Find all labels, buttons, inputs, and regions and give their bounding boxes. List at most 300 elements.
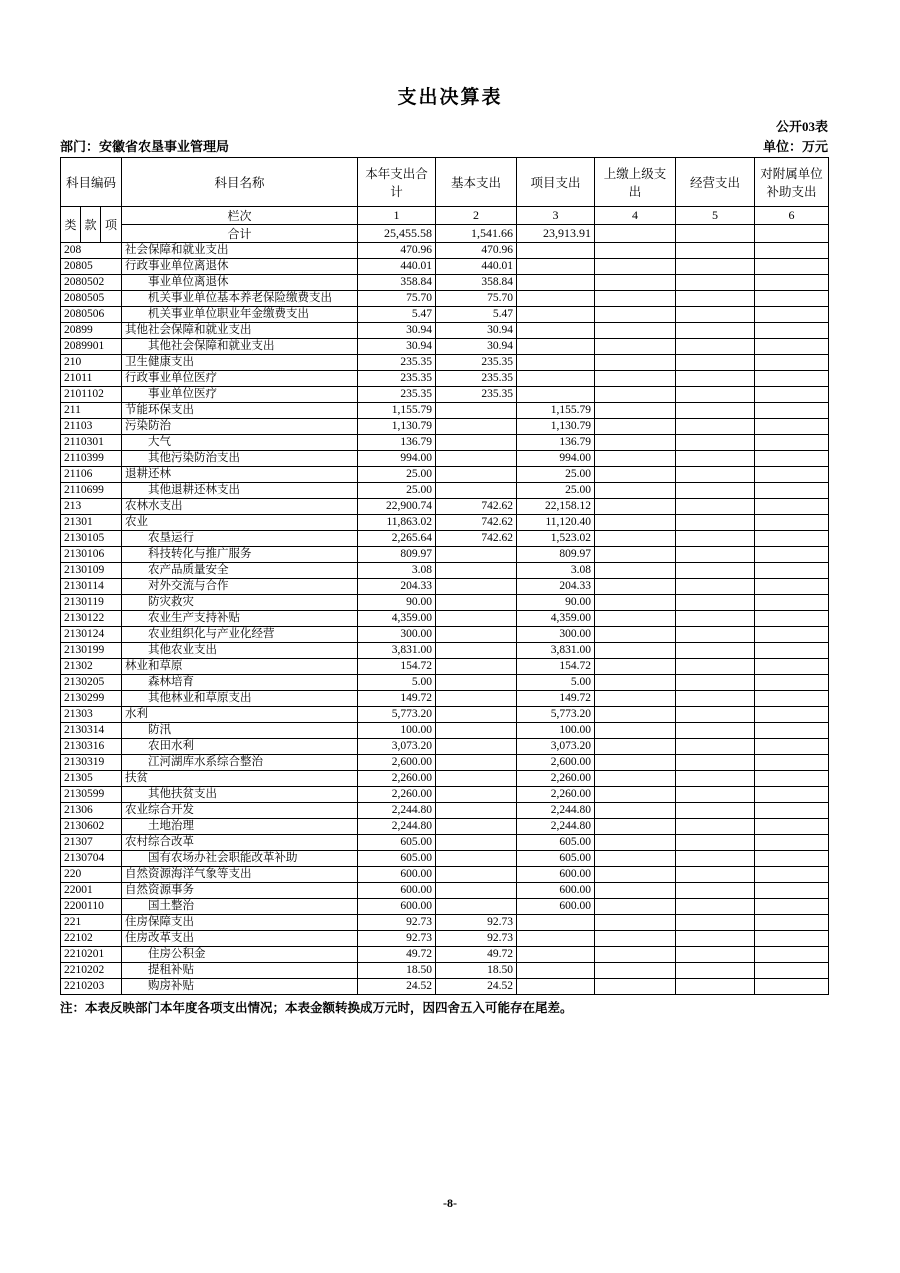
amount-cell	[676, 275, 755, 291]
amount-cell	[676, 691, 755, 707]
subject-name: 对外交流与合作	[122, 579, 358, 595]
lanci-label: 栏次	[122, 207, 358, 225]
amount-cell	[436, 803, 517, 819]
amount-cell: 600.00	[517, 883, 595, 899]
amount-cell: 5.47	[436, 307, 517, 323]
amount-cell	[755, 275, 829, 291]
subject-code: 2130205	[61, 675, 122, 691]
amount-cell	[436, 787, 517, 803]
amount-cell	[676, 931, 755, 947]
amount-cell: 25.00	[358, 467, 436, 483]
subject-name: 住房改革支出	[122, 931, 358, 947]
amount-cell	[436, 867, 517, 883]
table-row	[61, 275, 829, 291]
amount-cell	[755, 291, 829, 307]
amount-cell: 1,523.02	[517, 531, 595, 547]
amount-cell	[755, 883, 829, 899]
amount-cell: 3,073.20	[358, 739, 436, 755]
table-row	[61, 435, 829, 451]
amount-cell	[755, 835, 829, 851]
amount-cell: 11,120.40	[517, 515, 595, 531]
subject-code: 20805	[61, 259, 122, 275]
amount-cell	[436, 483, 517, 499]
header-col-operating: 经营支出	[676, 158, 755, 207]
amount-cell	[676, 355, 755, 371]
amount-cell	[436, 691, 517, 707]
amount-cell: 3,073.20	[517, 739, 595, 755]
amount-cell: 994.00	[517, 451, 595, 467]
amount-cell: 92.73	[436, 915, 517, 931]
amount-cell: 75.70	[436, 291, 517, 307]
amount-cell: 154.72	[517, 659, 595, 675]
amount-cell	[517, 963, 595, 979]
amount-cell: 11,863.02	[358, 515, 436, 531]
subject-code: 21106	[61, 467, 122, 483]
subject-name: 农业生产支持补贴	[122, 611, 358, 627]
subject-code: 213	[61, 499, 122, 515]
subject-code: 21307	[61, 835, 122, 851]
amount-cell	[676, 595, 755, 611]
amount-cell: 358.84	[436, 275, 517, 291]
header-subject-name: 科目名称	[122, 158, 358, 207]
header-subject-code: 科目编码	[61, 158, 122, 207]
amount-cell: 2,244.80	[517, 819, 595, 835]
amount-cell	[436, 627, 517, 643]
amount-cell	[436, 611, 517, 627]
amount-cell	[755, 403, 829, 419]
amount-cell	[676, 579, 755, 595]
subject-code: 21103	[61, 419, 122, 435]
subject-code: 2080506	[61, 307, 122, 323]
amount-cell	[755, 515, 829, 531]
subject-code: 2080502	[61, 275, 122, 291]
subject-code: 2130599	[61, 787, 122, 803]
subject-name: 事业单位离退休	[122, 275, 358, 291]
amount-cell: 92.73	[436, 931, 517, 947]
header-col-basic: 基本支出	[436, 158, 517, 207]
table-row	[61, 371, 829, 387]
amount-cell: 25.00	[358, 483, 436, 499]
amount-cell	[595, 595, 676, 611]
amount-cell	[676, 979, 755, 995]
amount-cell	[595, 547, 676, 563]
amount-cell	[755, 531, 829, 547]
amount-cell: 30.94	[436, 339, 517, 355]
amount-cell	[595, 835, 676, 851]
subject-name: 机关事业单位基本养老保险缴费支出	[122, 291, 358, 307]
amount-cell	[436, 883, 517, 899]
amount-cell	[595, 851, 676, 867]
amount-cell: 358.84	[358, 275, 436, 291]
amount-cell	[755, 851, 829, 867]
subject-name: 自然资源海洋气象等支出	[122, 867, 358, 883]
header-col-project: 项目支出	[517, 158, 595, 207]
amount-cell	[595, 515, 676, 531]
subject-code: 2130114	[61, 579, 122, 595]
amount-cell	[755, 323, 829, 339]
amount-cell: 600.00	[358, 899, 436, 915]
amount-cell	[595, 979, 676, 995]
amount-cell: 600.00	[517, 867, 595, 883]
amount-cell	[595, 803, 676, 819]
amount-cell	[595, 275, 676, 291]
subject-name: 行政事业单位离退休	[122, 259, 358, 275]
table-row	[61, 771, 829, 787]
amount-cell: 5.47	[358, 307, 436, 323]
amount-cell: 4,359.00	[517, 611, 595, 627]
grand-total-3: 23,913.91	[517, 225, 595, 243]
amount-cell	[595, 659, 676, 675]
amount-cell	[755, 355, 829, 371]
amount-cell	[436, 467, 517, 483]
amount-cell	[595, 387, 676, 403]
subject-code: 21301	[61, 515, 122, 531]
amount-cell	[676, 947, 755, 963]
amount-cell	[595, 339, 676, 355]
amount-cell: 18.50	[436, 963, 517, 979]
table-row	[61, 819, 829, 835]
lanci-4: 4	[595, 207, 676, 225]
subject-name: 其他扶贫支出	[122, 787, 358, 803]
amount-cell: 2,265.64	[358, 531, 436, 547]
amount-cell	[755, 707, 829, 723]
amount-cell: 92.73	[358, 915, 436, 931]
amount-cell	[436, 579, 517, 595]
amount-cell	[755, 979, 829, 995]
table-row	[61, 707, 829, 723]
department-label: 部门：安徽省农垦事业管理局	[60, 139, 230, 154]
amount-cell	[436, 819, 517, 835]
amount-cell	[676, 867, 755, 883]
subject-name: 退耕还林	[122, 467, 358, 483]
amount-cell	[755, 451, 829, 467]
subject-code: 2130602	[61, 819, 122, 835]
amount-cell: 470.96	[436, 243, 517, 259]
amount-cell	[517, 275, 595, 291]
table-row	[61, 323, 829, 339]
amount-cell	[595, 931, 676, 947]
header-col-subsidy: 对附属单位补助支出	[755, 158, 829, 207]
amount-cell	[517, 931, 595, 947]
lanci-1: 1	[358, 207, 436, 225]
amount-cell	[755, 307, 829, 323]
amount-cell: 90.00	[358, 595, 436, 611]
amount-cell	[676, 483, 755, 499]
amount-cell: 136.79	[517, 435, 595, 451]
grand-total-5	[676, 225, 755, 243]
grand-total-6	[755, 225, 829, 243]
amount-cell: 2,244.80	[358, 803, 436, 819]
amount-cell	[755, 899, 829, 915]
amount-cell	[595, 579, 676, 595]
subject-name: 大气	[122, 435, 358, 451]
amount-cell	[676, 531, 755, 547]
table-row	[61, 931, 829, 947]
unit-label: 单位：万元	[762, 139, 828, 154]
subject-code: 2130106	[61, 547, 122, 563]
page-number: -8-	[443, 1196, 457, 1210]
amount-cell	[595, 643, 676, 659]
amount-cell	[755, 627, 829, 643]
amount-cell: 149.72	[358, 691, 436, 707]
lanci-6: 6	[755, 207, 829, 225]
amount-cell: 300.00	[358, 627, 436, 643]
amount-cell	[595, 691, 676, 707]
amount-cell	[595, 403, 676, 419]
amount-cell	[676, 435, 755, 451]
amount-cell	[755, 467, 829, 483]
amount-cell	[676, 467, 755, 483]
amount-cell	[436, 851, 517, 867]
subject-code: 2130314	[61, 723, 122, 739]
amount-cell	[676, 371, 755, 387]
amount-cell	[595, 963, 676, 979]
amount-cell	[755, 339, 829, 355]
subject-code: 2130199	[61, 643, 122, 659]
amount-cell: 5,773.20	[358, 707, 436, 723]
amount-cell: 994.00	[358, 451, 436, 467]
amount-cell	[436, 403, 517, 419]
amount-cell	[755, 659, 829, 675]
table-row	[61, 563, 829, 579]
amount-cell: 2,260.00	[517, 771, 595, 787]
amount-cell: 605.00	[517, 835, 595, 851]
table-row	[61, 595, 829, 611]
subject-name: 国有农场办社会职能改革补助	[122, 851, 358, 867]
lanci-3: 3	[517, 207, 595, 225]
amount-cell	[676, 787, 755, 803]
amount-cell	[595, 419, 676, 435]
subject-code: 221	[61, 915, 122, 931]
subject-name: 扶贫	[122, 771, 358, 787]
subject-code: 2080505	[61, 291, 122, 307]
amount-cell	[676, 915, 755, 931]
amount-cell	[595, 563, 676, 579]
amount-cell	[755, 739, 829, 755]
subject-code: 21302	[61, 659, 122, 675]
amount-cell	[676, 659, 755, 675]
amount-cell	[436, 899, 517, 915]
amount-cell: 92.73	[358, 931, 436, 947]
amount-cell: 235.35	[436, 387, 517, 403]
subject-code: 208	[61, 243, 122, 259]
amount-cell: 3,831.00	[358, 643, 436, 659]
amount-cell: 149.72	[517, 691, 595, 707]
subject-name: 卫生健康支出	[122, 355, 358, 371]
subject-code: 2130109	[61, 563, 122, 579]
amount-cell	[595, 291, 676, 307]
amount-cell: 100.00	[358, 723, 436, 739]
subject-name: 其他农业支出	[122, 643, 358, 659]
amount-cell	[755, 259, 829, 275]
table-row	[61, 787, 829, 803]
amount-cell	[755, 755, 829, 771]
amount-cell: 1,130.79	[358, 419, 436, 435]
amount-cell	[517, 387, 595, 403]
amount-cell: 90.00	[517, 595, 595, 611]
expenditure-table	[60, 157, 829, 995]
amount-cell: 100.00	[517, 723, 595, 739]
subject-name: 农垦运行	[122, 531, 358, 547]
subject-code: 2130119	[61, 595, 122, 611]
amount-cell	[517, 355, 595, 371]
amount-cell: 49.72	[358, 947, 436, 963]
table-body	[61, 243, 829, 995]
subject-code: 2200110	[61, 899, 122, 915]
table-row	[61, 579, 829, 595]
amount-cell	[595, 451, 676, 467]
table-row	[61, 723, 829, 739]
table-row	[61, 515, 829, 531]
amount-cell: 22,158.12	[517, 499, 595, 515]
amount-cell	[436, 835, 517, 851]
amount-cell	[755, 611, 829, 627]
amount-cell	[436, 435, 517, 451]
subject-code: 2089901	[61, 339, 122, 355]
table-row	[61, 259, 829, 275]
subject-code: 2110399	[61, 451, 122, 467]
amount-cell: 30.94	[358, 323, 436, 339]
amount-cell	[755, 947, 829, 963]
table-row	[61, 659, 829, 675]
subject-name: 农村综合改革	[122, 835, 358, 851]
amount-cell	[676, 323, 755, 339]
amount-cell: 235.35	[358, 387, 436, 403]
subject-code: 2110301	[61, 435, 122, 451]
table-row	[61, 803, 829, 819]
table-row	[61, 691, 829, 707]
subject-code: 21303	[61, 707, 122, 723]
amount-cell	[676, 499, 755, 515]
amount-cell	[436, 659, 517, 675]
amount-cell	[676, 547, 755, 563]
amount-cell	[676, 739, 755, 755]
amount-cell	[595, 947, 676, 963]
amount-cell	[436, 723, 517, 739]
amount-cell	[676, 243, 755, 259]
amount-cell: 2,244.80	[517, 803, 595, 819]
amount-cell	[755, 867, 829, 883]
page-title: 支出决算表	[397, 87, 503, 108]
amount-cell	[676, 899, 755, 915]
amount-cell: 2,260.00	[517, 787, 595, 803]
table-row	[61, 899, 829, 915]
subject-code: 22001	[61, 883, 122, 899]
subject-code: 210	[61, 355, 122, 371]
amount-cell	[595, 723, 676, 739]
amount-cell	[595, 675, 676, 691]
amount-cell	[676, 771, 755, 787]
amount-cell	[676, 755, 755, 771]
amount-cell: 49.72	[436, 947, 517, 963]
amount-cell: 25.00	[517, 483, 595, 499]
subject-name: 防汛	[122, 723, 358, 739]
table-row	[61, 755, 829, 771]
subject-code: 2130704	[61, 851, 122, 867]
subject-code: 2210201	[61, 947, 122, 963]
amount-cell: 440.01	[358, 259, 436, 275]
amount-cell: 3.08	[517, 563, 595, 579]
amount-cell: 235.35	[358, 371, 436, 387]
header-row-grand-total	[61, 225, 829, 243]
amount-cell	[517, 259, 595, 275]
amount-cell	[676, 883, 755, 899]
amount-cell: 30.94	[358, 339, 436, 355]
subject-code: 20899	[61, 323, 122, 339]
header-col-upward: 上缴上级支出	[595, 158, 676, 207]
amount-cell	[676, 675, 755, 691]
amount-cell	[595, 739, 676, 755]
subject-name: 事业单位医疗	[122, 387, 358, 403]
table-row	[61, 483, 829, 499]
amount-cell	[755, 643, 829, 659]
subject-name: 其他林业和草原支出	[122, 691, 358, 707]
subject-code: 2130299	[61, 691, 122, 707]
amount-cell: 605.00	[358, 835, 436, 851]
table-row	[61, 499, 829, 515]
amount-cell	[755, 963, 829, 979]
amount-cell	[595, 899, 676, 915]
amount-cell	[755, 595, 829, 611]
subject-code: 2130316	[61, 739, 122, 755]
subject-name: 科技转化与推广服务	[122, 547, 358, 563]
amount-cell: 1,155.79	[358, 403, 436, 419]
amount-cell	[676, 515, 755, 531]
amount-cell	[755, 483, 829, 499]
amount-cell	[676, 451, 755, 467]
amount-cell	[755, 771, 829, 787]
table-row	[61, 307, 829, 323]
amount-cell	[676, 611, 755, 627]
table-row	[61, 867, 829, 883]
amount-cell: 30.94	[436, 323, 517, 339]
header-col-total: 本年支出合计	[358, 158, 436, 207]
amount-cell	[755, 563, 829, 579]
amount-cell	[676, 419, 755, 435]
amount-cell: 600.00	[358, 867, 436, 883]
amount-cell	[755, 819, 829, 835]
subject-name: 农业组织化与产业化经营	[122, 627, 358, 643]
amount-cell	[755, 803, 829, 819]
amount-cell	[436, 643, 517, 659]
subject-name: 其他社会保障和就业支出	[122, 323, 358, 339]
amount-cell	[595, 531, 676, 547]
amount-cell	[517, 291, 595, 307]
amount-cell: 809.97	[517, 547, 595, 563]
subject-name: 农产品质量安全	[122, 563, 358, 579]
subject-code: 21305	[61, 771, 122, 787]
subject-name: 提租补贴	[122, 963, 358, 979]
footnote: 注：本表反映部门本年度各项支出情况；本表金额转换成万元时，因四舍五入可能存在尾差。	[60, 1001, 573, 1015]
amount-cell	[595, 259, 676, 275]
table-row	[61, 979, 829, 995]
amount-cell	[676, 723, 755, 739]
amount-cell: 204.33	[517, 579, 595, 595]
grand-total-label: 合计	[122, 225, 358, 243]
grand-total-4	[595, 225, 676, 243]
amount-cell: 605.00	[517, 851, 595, 867]
subject-name: 自然资源事务	[122, 883, 358, 899]
amount-cell	[436, 419, 517, 435]
amount-cell	[676, 707, 755, 723]
header-row-lanci	[61, 207, 829, 225]
amount-cell	[755, 931, 829, 947]
amount-cell: 25.00	[517, 467, 595, 483]
amount-cell	[517, 323, 595, 339]
header-code-section: 款	[81, 207, 101, 243]
subject-code: 2101102	[61, 387, 122, 403]
amount-cell	[595, 483, 676, 499]
